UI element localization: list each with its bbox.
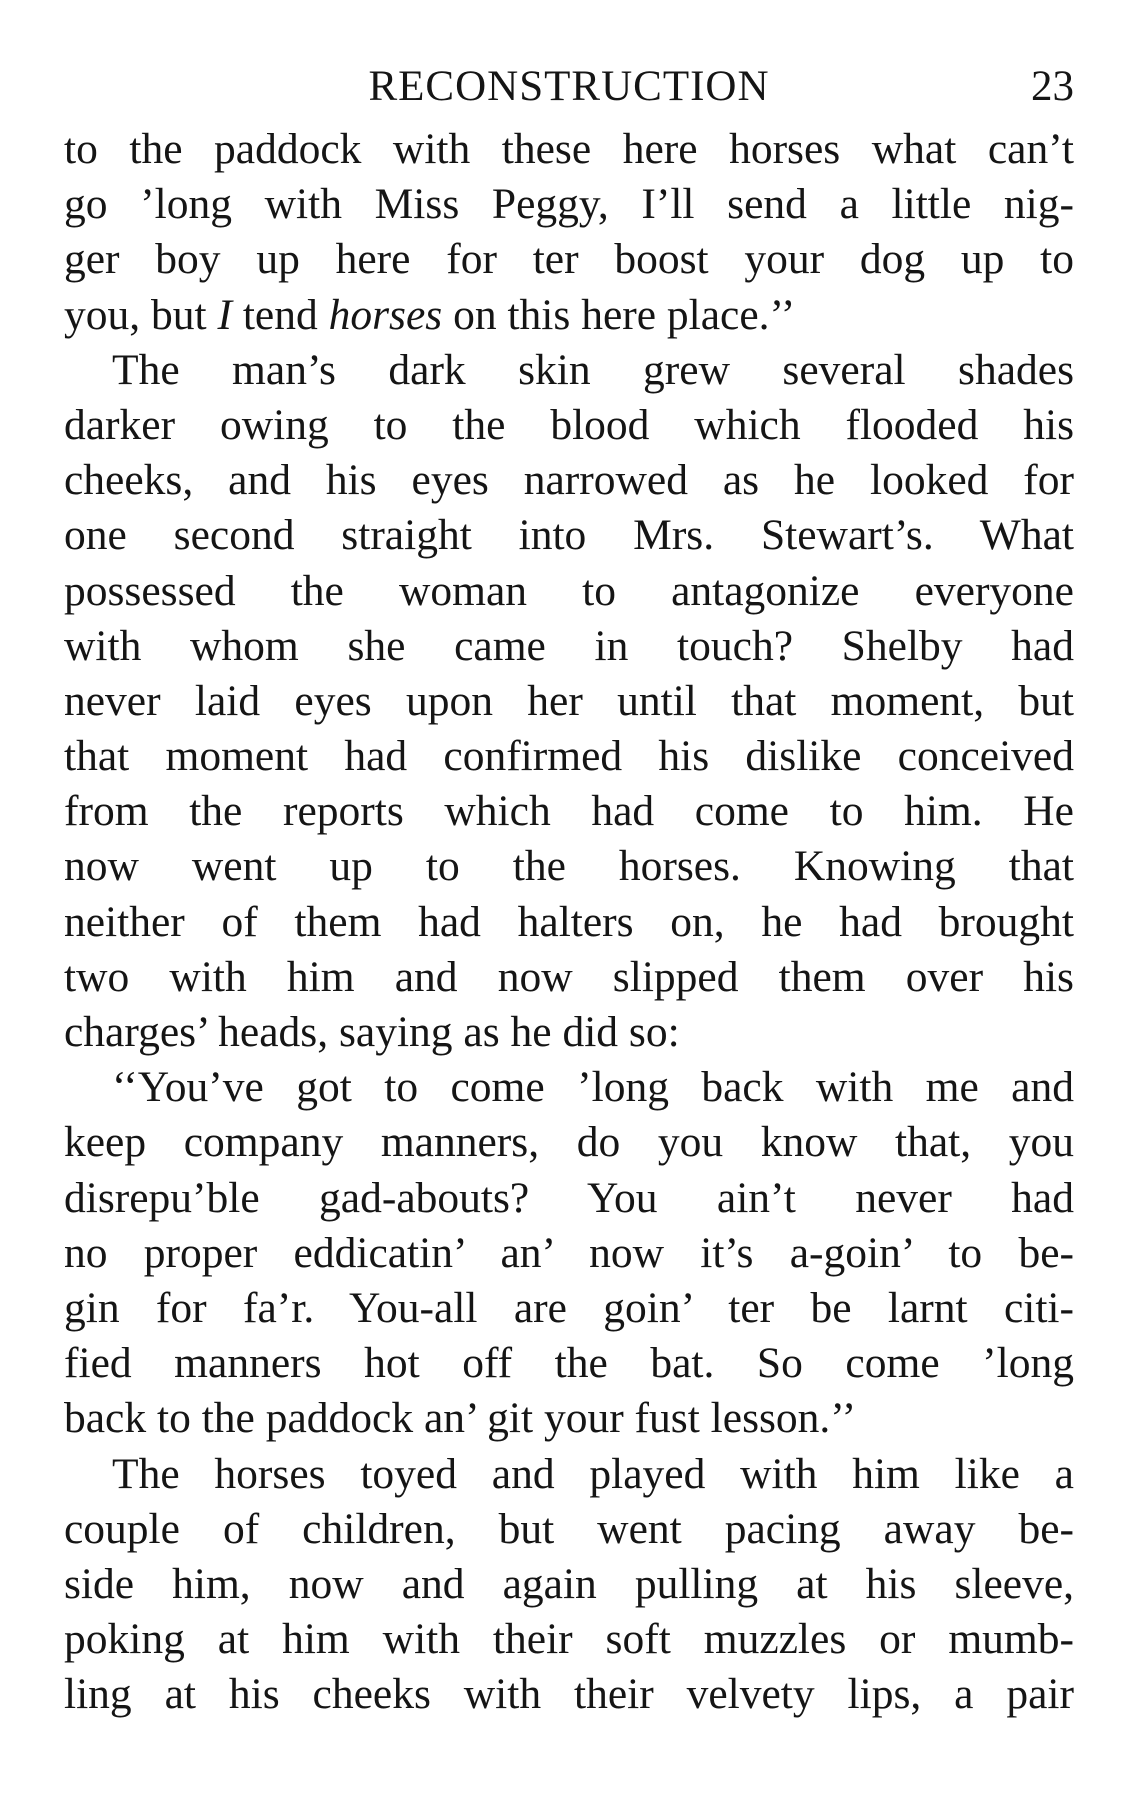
text-line: with whom she came in touch? Shelby had — [64, 621, 1074, 670]
text-line: no proper eddicatin’ an’ now it’s a-goin’ to be- — [64, 1228, 1074, 1277]
text-line: never laid eyes upon her until that moment, but — [64, 676, 1074, 725]
text-line: one second straight into Mrs. Stewart’s. What — [64, 511, 1074, 560]
text-line: back to the paddock an’ git your fust lesson.’’ — [64, 1394, 857, 1443]
book-page — [64, 52, 1074, 1722]
text-line — [64, 288, 1074, 343]
paragraph-first-line: The man’s dark skin grew several shades — [112, 345, 1074, 394]
paragraph-first-line: The horses toyed and played with him like a — [112, 1449, 1074, 1498]
text-span: you, but — [64, 290, 218, 339]
italic-text: I — [217, 290, 232, 339]
text-line: now went up to the horses. Knowing that — [64, 842, 1074, 891]
text-line: ling at his cheeks with their velvety lips, a pair — [64, 1670, 1074, 1719]
text-line: cheeks, and his eyes narrowed as he looked for — [64, 456, 1074, 505]
text-line: ger boy up here for ter boost your dog up to — [64, 235, 1074, 284]
text-line: charges’ heads, saying as he did so: — [64, 1008, 680, 1056]
text-line: fied manners hot off the bat. So come ’long — [64, 1339, 1074, 1388]
text-line: possessed the woman to antagonize everyone — [64, 566, 1074, 615]
page-number: 23 — [1031, 63, 1074, 110]
text-line: disrepu’ble gad-abouts? You ain’t never had — [64, 1173, 1074, 1222]
text-line: that moment had confirmed his dislike conceived — [64, 732, 1074, 781]
running-head — [64, 52, 1074, 122]
text-line: couple of children, but went pacing away be- — [64, 1504, 1074, 1553]
paragraph-first-line: ‘‘You’ve got to come ’long back with me and — [112, 1063, 1074, 1112]
text-line: to the paddock with these here horses what can’t — [64, 125, 1074, 173]
body-text — [64, 122, 1074, 1722]
running-title: RECONSTRUCTION — [368, 63, 770, 110]
text-line: from the reports which had come to him. He — [64, 787, 1074, 836]
text-line: darker owing to the blood which flooded his — [64, 400, 1074, 449]
text-line: go ’long with Miss Peggy, I’ll send a little nig- — [64, 180, 1074, 229]
text-line: gin for fa’r. You-all are goin’ ter be larnt citi- — [64, 1283, 1074, 1332]
text-line: poking at him with their soft muzzles or mumb- — [64, 1615, 1074, 1664]
text-line: keep company manners, do you know that, you — [64, 1118, 1074, 1167]
italic-text: horses — [328, 290, 443, 339]
text-line: neither of them had halters on, he had brought — [64, 897, 1074, 946]
text-span: tend — [231, 290, 329, 339]
text-span: on this here place.’’ — [442, 290, 796, 339]
text-line: side him, now and again pulling at his sleeve, — [64, 1559, 1074, 1608]
text-line: two with him and now slipped them over his — [64, 952, 1074, 1001]
